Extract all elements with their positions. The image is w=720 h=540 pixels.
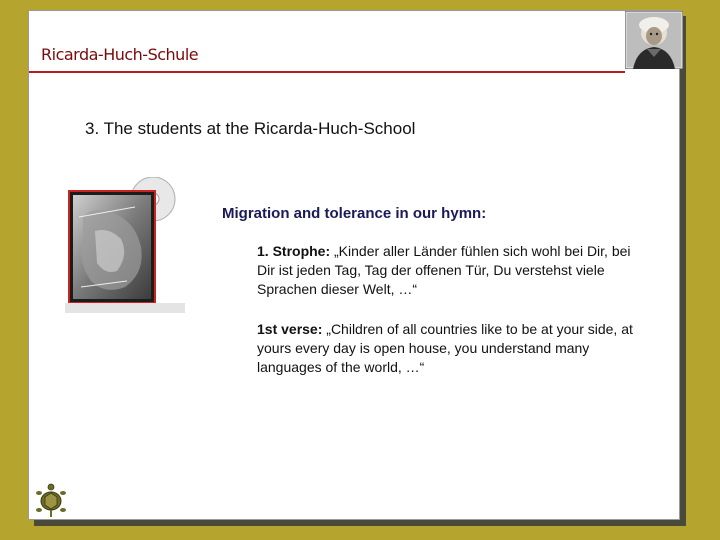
verse-german (257, 242, 647, 299)
slide-title: 3. The students at the Ricarda-Huch-School (85, 119, 416, 138)
section-heading: Migration and tolerance in our hymn: (222, 205, 487, 222)
verse-german-label: 1. Strophe: (257, 243, 331, 259)
cd-cover-image (65, 177, 185, 313)
verse-english-text: „Children of all countries like to be at your side, at yours every day is open house, you understand many languages of the world, …“ (257, 321, 633, 375)
verse-english-label: 1st verse: (257, 321, 323, 337)
header-rule (29, 71, 625, 73)
school-name: Ricarda-Huch-Schule (41, 45, 199, 64)
verse-german-text: „Kinder aller Länder fühlen sich wohl bei Dir, bei Dir ist jeden Tag, Tag der offenen Tür, Du verstehst viele Sprachen dieser Welt, …“ (257, 243, 631, 297)
turtle-logo-icon (33, 483, 69, 519)
portrait-image (625, 11, 683, 69)
slide (28, 10, 680, 520)
verse-english (257, 320, 647, 377)
